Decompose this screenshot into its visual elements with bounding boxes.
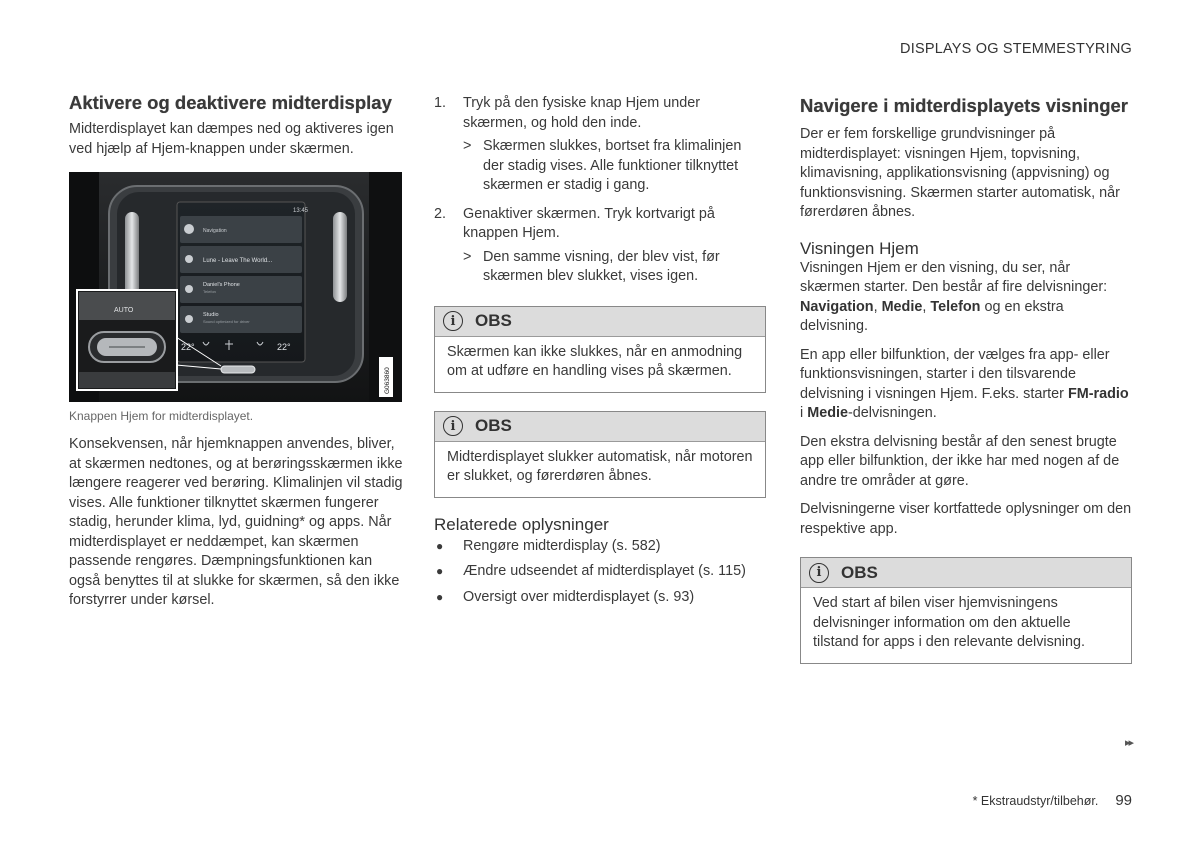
- text-run: ,: [873, 298, 882, 315]
- screen-tile-phone-sub: Telefon: [203, 289, 216, 294]
- center-display-illustration: [69, 172, 402, 402]
- medie-term: Medie: [807, 405, 848, 421]
- figure-code: G063860: [384, 367, 391, 394]
- step-text: Genaktiver skærmen. Tryk kortvarigt på knappen Hjem.: [463, 205, 715, 241]
- app-paragraph: [800, 346, 1132, 424]
- screen-temp-left: 22°: [181, 342, 195, 352]
- page-number: 99: [1115, 792, 1132, 809]
- screen-temp-right: 22°: [277, 342, 291, 352]
- obs-title: OBS: [475, 311, 512, 330]
- bullet: ●: [436, 564, 444, 578]
- obs-text: Ved start af bilen viser hjemvisningens delvisninger information om den aktuelle tilstand for apps i den relevante delvisning.: [813, 595, 1085, 650]
- text-run: og en ekstra delvisning.: [800, 298, 1064, 334]
- info-icon: i: [443, 311, 463, 331]
- text-run: ,: [922, 298, 931, 315]
- info-icon: i: [443, 416, 463, 436]
- figure-caption: Knappen Hjem for midterdisplayet.: [69, 409, 254, 423]
- step-1-result: [463, 137, 766, 196]
- text-run: Visningen Hjem er den visning, du ser, når skærmen starter. Den består af fire delvisninger:: [800, 259, 1108, 295]
- bullet: ●: [436, 538, 444, 553]
- text-run: i: [800, 405, 808, 421]
- obs-header: [435, 412, 765, 442]
- related-list: [434, 537, 766, 608]
- obs-title: OBS: [475, 416, 512, 435]
- fm-radio-term: FM-radio: [1067, 385, 1129, 402]
- obs-header: [801, 558, 1131, 588]
- home-button-figure: [69, 172, 402, 402]
- obs-header: [435, 307, 765, 337]
- text-run: -delvisningen.: [848, 405, 937, 421]
- obs-box-2: [434, 411, 766, 498]
- related-item[interactable]: [434, 588, 766, 608]
- continue-arrows-icon: ▸▸: [1124, 737, 1132, 749]
- step-2-result: [463, 248, 766, 287]
- related-item[interactable]: [434, 537, 766, 557]
- obs-text: Skærmen kan ikke slukkes, når en anmodning om at udføre en handling vises på skærmen.: [447, 343, 743, 379]
- consequence-paragraph: Konsekvensen, når hjemknappen anvendes, bliver, at skærmen nedtones, og at berøringsskærmen ikke længere reagerer ved berøring. Klimalinjen vil stadig vises. Alle funktioner tilknyttet skærmen fungerer stadig, herunder klima, lyd, guidning* og apps. Når midterdisplayet er neddæmpet, kan skærmen passende rengøres. Dæmpningsfunktionen kan også benyttes til at slukke for skærmen, så den ikke forstyrrer under kørsel.: [69, 436, 403, 608]
- intro-paragraph: Midterdisplayet kan dæmpes ned og aktiveres igen ved hjælp af Hjem-knappen under skærmen.: [69, 121, 394, 157]
- screen-time: 13:45: [293, 208, 309, 214]
- inset-auto-label: AUTO: [114, 307, 134, 314]
- step-1: [434, 94, 766, 133]
- screen-tile-media: Lune - Leave The World...: [203, 258, 273, 264]
- step-2: [434, 205, 766, 244]
- related-link[interactable]: Ændre udseendet af midterdisplayet (s. 115): [463, 563, 746, 579]
- section-header: DISPLAYS OG STEMMESTYRING: [900, 41, 1132, 57]
- intro-paragraph: Der er fem forskellige grundvisninger på midterdisplayet: visningen Hjem, topvisning, klimavisning, applikationsvisning (appvisning) og funktionsvisning. Skærmen starter automatisk, når førerdøren åbnes.: [800, 126, 1120, 220]
- result-arrow: >: [463, 248, 472, 265]
- related-heading: Relaterede oplysninger: [434, 514, 609, 534]
- info-icon: i: [809, 563, 829, 583]
- column-right: [800, 95, 1132, 664]
- related-item[interactable]: [434, 562, 766, 582]
- medie-term: Medie: [881, 298, 923, 315]
- telefon-term: Telefon: [930, 298, 981, 315]
- extra-view-paragraph: Den ekstra delvisning består af den senest brugte app eller bilfunktion, der ikke har med nogen af de andre tre områder at gøre.: [800, 433, 1120, 489]
- result-text: Den samme visning, der blev vist, før skærmen blev slukket, vises igen.: [483, 248, 720, 284]
- footer: [973, 792, 1132, 809]
- subviews-paragraph: Delvisningerne viser kortfattede oplysninger om den respektive app.: [800, 501, 1132, 537]
- obs-text: Midterdisplayet slukker automatisk, når motoren er slukket, og førerdøren åbnes.: [447, 448, 753, 484]
- result-text: Skærmen slukkes, bortset fra klimalinjen der stadig vises. Alle funktioner tilknyttet skærmen er stadig i gang.: [483, 138, 742, 193]
- section-title: Aktivere og deaktivere midterdisplay: [69, 92, 392, 113]
- obs-title: OBS: [841, 562, 878, 582]
- related-link[interactable]: Rengøre midterdisplay (s. 582): [463, 537, 661, 554]
- home-view-paragraph: [800, 259, 1132, 337]
- result-arrow: >: [463, 138, 472, 154]
- step-number: 1.: [434, 95, 447, 111]
- column-middle: [434, 94, 766, 613]
- step-number: 2.: [434, 205, 447, 222]
- navigation-term: Navigation: [800, 298, 874, 315]
- screen-tile-studio-sub: Sound optimized for driver: [203, 319, 250, 324]
- bullet: ●: [436, 589, 444, 604]
- footnote: * Ekstraudstyr/tilbehør.: [972, 794, 1099, 808]
- step-text: Tryk på den fysiske knap Hjem under skærmen, og hold den inde.: [463, 95, 701, 131]
- subsection-title: Visningen Hjem: [800, 238, 919, 258]
- section-title: Navigere i midterdisplayets visninger: [800, 95, 1128, 116]
- screen-tile-phone: Daniel's Phone: [203, 282, 240, 288]
- obs-box-1: [434, 306, 766, 393]
- related-link[interactable]: Oversigt over midterdisplayet (s. 93): [463, 588, 695, 605]
- text-run: En app eller bilfunktion, der vælges fra app- eller funktionsvisningen, starter i den tilsvarende delvisning i visningen Hjem. F.eks. starter: [800, 346, 1110, 402]
- screen-tile-studio: Studio: [203, 312, 219, 318]
- column-left: [69, 92, 404, 611]
- screen-tile-navigation: Navigation: [203, 228, 227, 234]
- obs-box-3: [800, 557, 1132, 664]
